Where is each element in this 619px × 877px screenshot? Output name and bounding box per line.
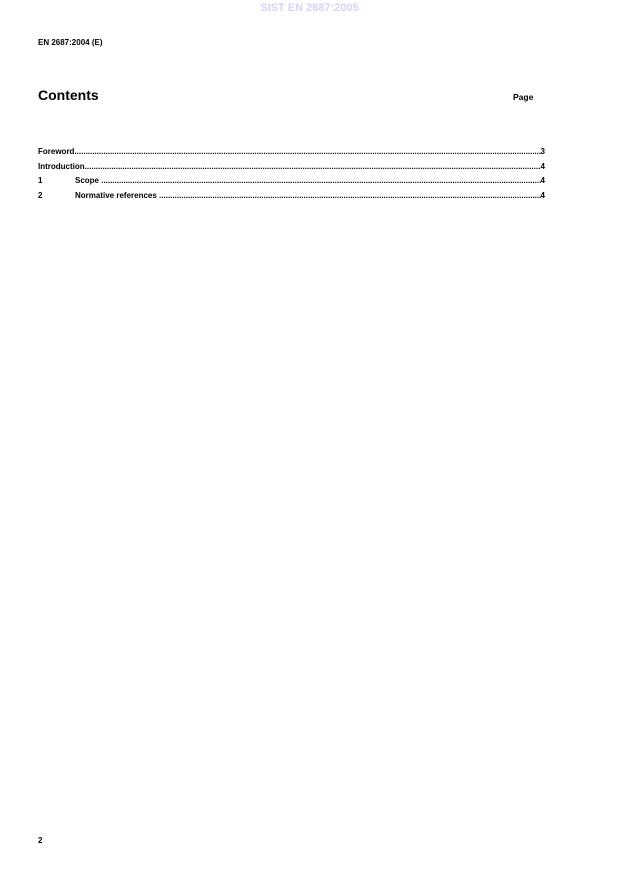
document-header: EN 2687:2004 (E) (38, 38, 103, 47)
page-number: 2 (38, 836, 43, 845)
toc-entry[interactable] (38, 176, 545, 191)
table-of-contents (38, 147, 545, 205)
toc-label: Scope (75, 176, 102, 185)
toc-entry[interactable] (38, 147, 545, 162)
toc-page: 4 (540, 161, 545, 171)
page-column-label: Page (513, 92, 534, 102)
leader-dots (159, 191, 541, 200)
toc-page: 4 (540, 176, 545, 185)
toc-entry[interactable] (38, 162, 545, 177)
toc-label: Introduction (38, 161, 85, 171)
leader-dots (85, 162, 541, 171)
toc-entry[interactable] (38, 191, 545, 206)
toc-number: 1 (38, 176, 43, 185)
toc-page: 3 (540, 147, 545, 156)
toc-label: Normative references (75, 190, 160, 200)
leader-dots (74, 147, 540, 156)
toc-label: Foreword (38, 147, 75, 156)
watermark: SIST EN 2687:2005 (260, 2, 359, 14)
toc-number: 2 (38, 190, 43, 200)
toc-page: 4 (540, 190, 545, 200)
page-title: Contents (38, 87, 99, 103)
leader-dots (101, 176, 540, 185)
